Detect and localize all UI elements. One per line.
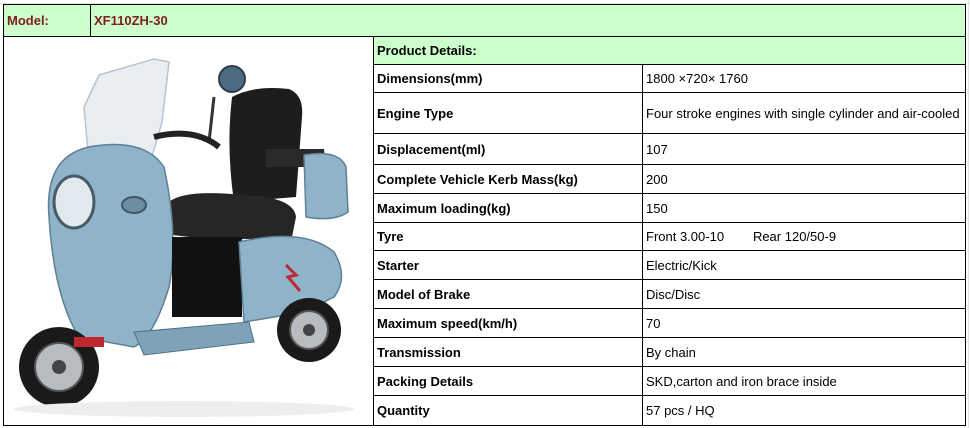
scooter-image: [4, 37, 373, 425]
row-label: Starter: [373, 250, 643, 280]
row-label: Complete Vehicle Kerb Mass(kg): [373, 164, 643, 194]
model-value: XF110ZH-30: [90, 4, 966, 37]
row-label: Transmission: [373, 337, 643, 367]
row-value: 200: [642, 164, 966, 194]
row-label: Quantity: [373, 395, 643, 426]
row-label: Model of Brake: [373, 279, 643, 309]
product-image-cell: [3, 36, 374, 426]
product-details-header: Product Details:: [373, 36, 966, 65]
row-value: 150: [642, 193, 966, 223]
row-label: Maximum loading(kg): [373, 193, 643, 223]
row-label: Packing Details: [373, 366, 643, 396]
row-label: Maximum speed(km/h): [373, 308, 643, 338]
row-value: Electric/Kick: [642, 250, 966, 280]
row-label: Displacement(ml): [373, 133, 643, 165]
row-value: 1800 ×720× 1760: [642, 64, 966, 93]
row-value: 107: [642, 133, 966, 165]
row-value: By chain: [642, 337, 966, 367]
row-value: 57 pcs / HQ: [642, 395, 966, 426]
row-value: Disc/Disc: [642, 279, 966, 309]
model-label: Model:: [3, 4, 91, 37]
row-value: Four stroke engines with single cylinder and air-cooled: [642, 92, 966, 134]
row-label: Dimensions(mm): [373, 64, 643, 93]
row-value: SKD,carton and iron brace inside: [642, 366, 966, 396]
row-value: 70: [642, 308, 966, 338]
row-label: Tyre: [373, 222, 643, 251]
row-value: Front 3.00-10 Rear 120/50-9: [642, 222, 966, 251]
row-label: Engine Type: [373, 92, 643, 134]
